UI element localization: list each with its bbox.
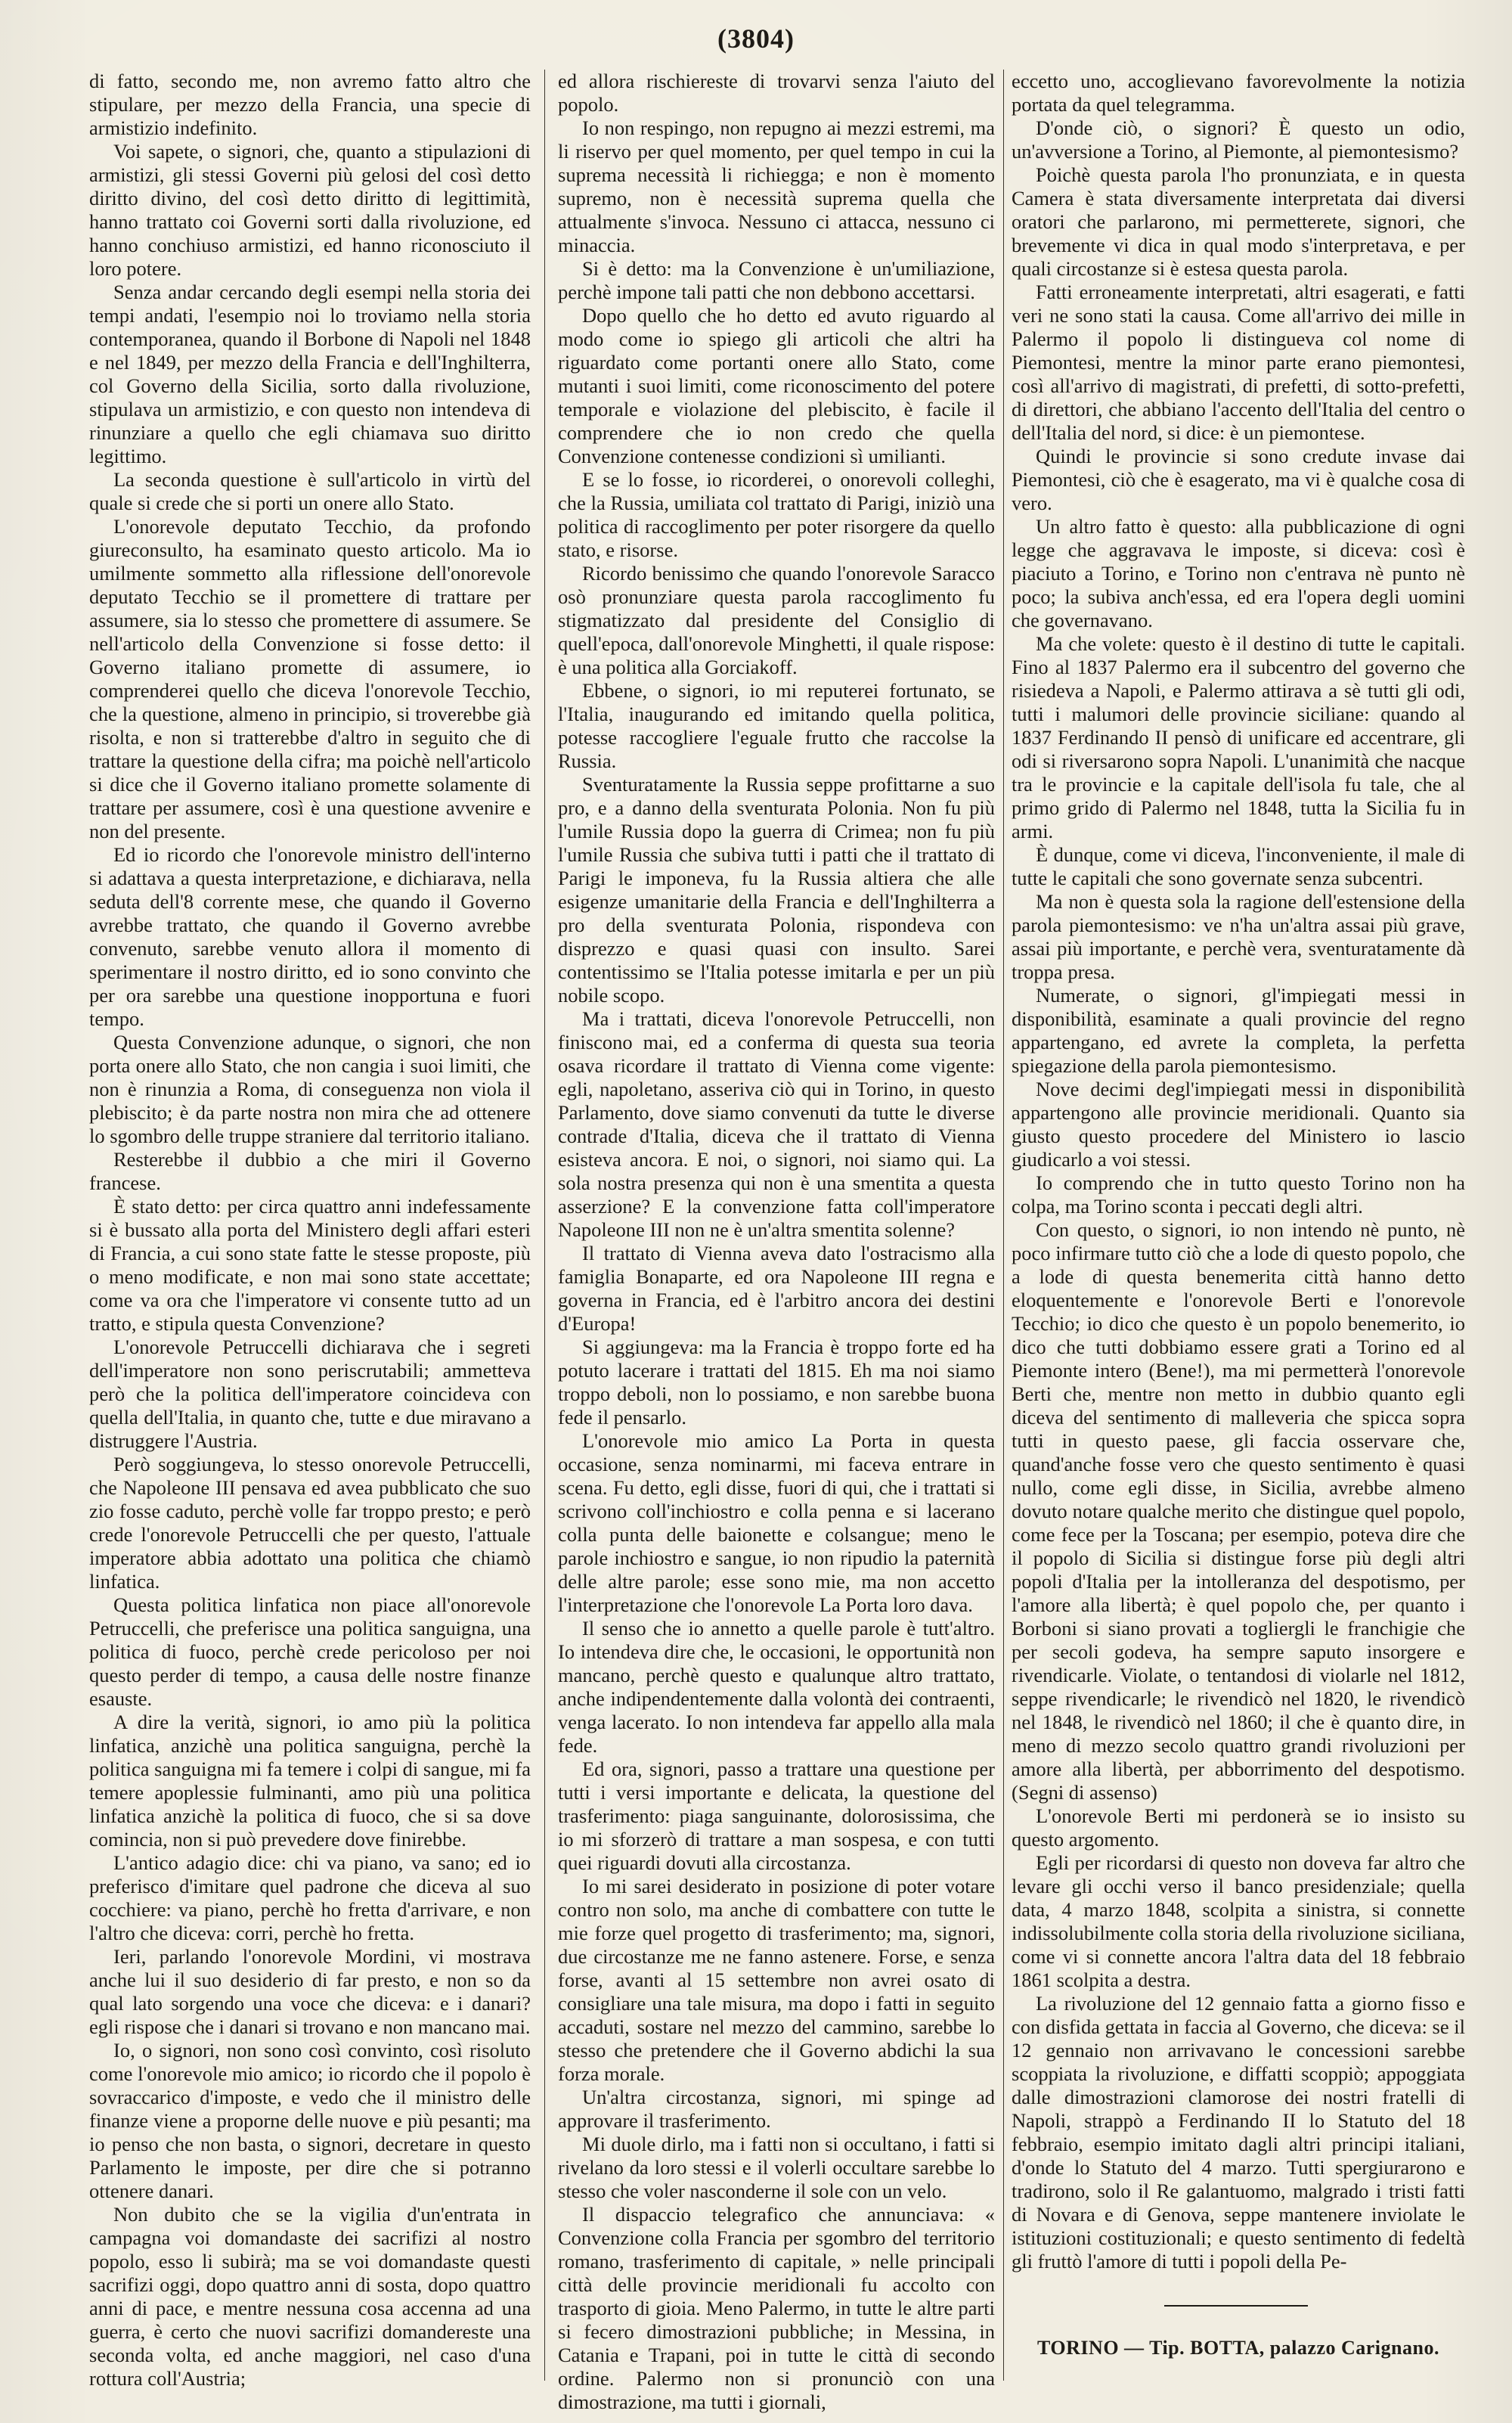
paragraph: Egli per ricordarsi di questo non doveva far altro che levare gli occhi verso il banco presidenziale; quella data, 4 marzo 1848, scolpita a sinistra, si connette indissolubilmente colla storia della rivoluzione siciliana, come vi si connette ancora l'altra data del 18 febbraio 1861 scolpita a destra.: [1012, 1851, 1465, 1991]
paragraph: Ma i trattati, diceva l'onorevole Petruccelli, non finiscono mai, ed a conferma di questa sua teoria osava ricordare il trattato di Vienna come vigente: egli, napoletano, asseriva ciò qui in Torino, in questo Parlamento, dove siamo convenuti da tutte le diverse contrade d'Italia, diceva che il trattato di Vienna esisteva ancora. E noi, o signori, noi siamo qui. La sola nostra presenza qui non è una smentita a questa asserzione? E la convenzione fatta coll'imperatore Napoleone III non ne è un'altra smentita solenne?: [558, 1007, 995, 1241]
paragraph: Resterebbe il dubbio a che miri il Governo francese.: [89, 1148, 531, 1194]
paragraph: Un'altra circostanza, signori, mi spinge ad approvare il trasferimento.: [558, 2086, 995, 2132]
page-number: (3804): [717, 23, 795, 54]
paragraph: Si aggiungeva: ma la Francia è troppo forte ed ha potuto lacerare i trattati del 1815. Eh ma noi siamo troppo deboli, non lo possiamo, e non sarebbe buona fede il pensarlo.: [558, 1336, 995, 1429]
paragraph: L'onorevole deputato Tecchio, da profondo giureconsulto, ha esaminato questo articolo. Ma io umilmente sommetto alla riflessione dell'onorevole deputato Tecchio se il promettere di trattare per assumere, sia lo stesso che promettere di assumere. Se nell'articolo della Convenzione si fosse detto: il Governo italiano promette di assumere, io comprenderei quello che diceva l'onorevole Tecchio, che la questione, almeno in principio, si troverebbe già risolta, e non si tratterebbe d'altro in seguito che di trattare la questione della cifra; ma poichè nell'articolo si dice che il Governo italiano promette solamente di trattare per assumere, così è una questione avvenire e non del presente.: [89, 515, 531, 842]
paragraph: Questa Convenzione adunque, o signori, che non porta onere allo Stato, che non cangia i suoi limiti, che non è rinunzia a Roma, di conseguenza non viola il plebiscito; è da parte nostra non mira che ad ottenere lo sgombro delle truppe straniere dal territorio italiano.: [89, 1031, 531, 1147]
paragraph: Però soggiungeva, lo stesso onorevole Petruccelli, che Napoleone III pensava ed avea pubblicato che suo zio fosse caduto, perchè volle far troppo presto; e però crede l'onorevole Petruccelli che per questo, l'attuale imperatore abbia adottato una politica che chiamò linfatica.: [89, 1453, 531, 1593]
paragraph: Ed ora, signori, passo a trattare una questione per tutti i versi importante e delicata, la questione del trasferimento: piaga sanguinante, dolorosissima, che io mi sforzerò di trattare a man sospesa, e con tutti quei riguardi dovuti alla circostanza.: [558, 1758, 995, 1874]
paragraph: Un altro fatto è questo: alla pubblicazione di ogni legge che aggravava le imposte, si diceva: così è piaciuto a Torino, e Torino non c'entrava nè punto nè poco; la subiva anch'essa, ed era l'opera degli uomini che governavano.: [1012, 515, 1465, 631]
paragraph: L'onorevole Petruccelli dichiarava che i segreti dell'imperatore non sono periscrutabili; ammetteva però che la politica dell'imperatore coincideva con quella dell'Italia, in quanto che, tutte e due miravano a distruggere l'Austria.: [89, 1336, 531, 1452]
paragraph: Ma non è questa sola la ragione dell'estensione della parola piemontesismo: ve n'ha un'altra assai più grave, assai più importante, e perchè vera, sventuratamente dà troppa presa.: [1012, 890, 1465, 983]
paragraph: di fatto, secondo me, non avremo fatto altro che stipulare, per mezzo della Francia, una specie di armistizio indefinito.: [89, 70, 531, 139]
paragraph: Voi sapete, o signori, che, quanto a stipulazioni di armistizi, gli stessi Governi più gelosi del così detto diritto divino, del così detto diritto di legittimità, hanno trattato coi Governi sorti dalla rivoluzione, ed hanno conchiuso armistizi, ed hanno riconosciuto il loro potere.: [89, 140, 531, 280]
paragraph: Dopo quello che ho detto ed avuto riguardo al modo come io spiego gli articoli che altri ha riguardato come portanti onere allo Stato, come mutanti i suoi limiti, come riconoscimento del potere temporale e violazione del plebiscito, è facile il comprendere che io non credo che quella Convenzione contenesse condizioni sì umilianti.: [558, 304, 995, 467]
paragraph: Senza andar cercando degli esempi nella storia dei tempi andati, l'esempio noi lo troviamo nella storia contemporanea, quando il Borbone di Napoli nel 1848 e nel 1849, per mezzo della Francia e dell'Inghilterra, col Governo della Sicilia, sorto dalla rivoluzione, stipulava un armistizio, e con questo non intendeva di rinunziare a quello che egli chiamava suo diritto legittimo.: [89, 281, 531, 467]
paragraph: Sventuratamente la Russia seppe profittarne a suo pro, e a danno della sventurata Polonia. Non fu più l'umile Russia dopo la guerra di Crimea; non fu più l'umile Russia che subiva tutti i patti che il trattato di Parigi le imponeva, fu la Russia altiera che alle esigenze umanitarie della Francia e dell'Inghilterra a pro della sventurata Polonia, rispondeva con disprezzo e quasi quasi con insulto. Sarei contentissimo se l'Italia potesse imitarla e per un più nobile scopo.: [558, 773, 995, 1007]
paragraph: La seconda questione è sull'articolo in virtù del quale si crede che si porti un onere allo Stato.: [89, 468, 531, 514]
paragraph: L'antico adagio dice: chi va piano, va sano; ed io preferisco d'imitare quel padrone che diceva al suo cocchiere: va piano, perchè ho fretta d'arrivare, e non l'altro che diceva: corri, perchè ho fretta.: [89, 1851, 531, 1944]
paragraph: eccetto uno, accoglievano favorevolmente la notizia portata da quel telegramma.: [1012, 70, 1465, 116]
paragraph: Io non respingo, non repugno ai mezzi estremi, ma li riservo per quel momento, per quel tempo in cui la suprema necessità li richiegga; e non è momento supremo, non è necessità suprema quella che attualmente s'invoca. Nessuno ci attacca, nessuno ci minaccia.: [558, 116, 995, 256]
paragraph: Non dubito che se la vigilia d'un'entrata in campagna voi domandaste dei sacrifizi al nostro popolo, esso li subirà; ma se voi domandaste questi sacrifizi oggi, dopo quattro anni di sosta, dopo quattro anni di pace, e mentre nessuna cosa accenna ad una guerra, è certo che nuovi sacrifizi domandereste una seconda volta, ed anche maggiori, nel caso d'una rottura coll'Austria;: [89, 2203, 531, 2390]
paragraph: Io mi sarei desiderato in posizione di poter votare contro non solo, ma anche di combattere con tutte le mie forze quel progetto di trasferimento; ma, signori, due circostanze me ne fanno astenere. Forse, e senza forse, avanti al 15 settembre non avrei osato di consigliare una tale misura, ma dopo i fatti in seguito accaduti, sostare nel mezzo del cammino, sarebbe lo stesso che pretendere che il Governo abdichi la sua forza morale.: [558, 1875, 995, 2085]
paragraph: Il senso che io annetto a quelle parole è tutt'altro. Io intendeva dire che, le occasioni, le opportunità non mancano, perchè questo e qualunque altro trattato, anche indipendentemente dalla volontà dei contraenti, venga lacerato. Io non intendeva far appello alla mala fede.: [558, 1617, 995, 1757]
column-divider: [1003, 70, 1004, 2381]
column-1: [89, 70, 531, 2390]
paragraph: Ma che volete: questo è il destino di tutte le capitali. Fino al 1837 Palermo era il subcentro del governo che risiedeva a Napoli, e Palermo attirava a sè tutti gli odi, tutti i malumori delle provincie siciliane: quando al 1837 Ferdinando II pensò di unificare ed accentrare, gli odi si riversarono sopra Napoli. L'unanimità che nacque tra le provincie e la capitale dell'isola fu tale, che al primo grido di Palermo nel 1848, tutta la Sicilia fu in armi.: [1012, 632, 1465, 842]
column-divider: [544, 70, 545, 2381]
paragraph: Io, o signori, non sono così convinto, così risoluto come l'onorevole mio amico; io ricordo che il popolo è sovraccarico d'imposte, e vedo che il ministro delle finanze viene a proporne delle nuove e più pesanti; ma io penso che non basta, o signori, decretare in questo Parlamento le imposte, per dire che si potranno ottenere danari.: [89, 2039, 531, 2202]
paragraph: È stato detto: per circa quattro anni indefessamente si è bussato alla porta del Ministero degli affari esteri di Francia, a cui sono state fatte le stesse proposte, più o meno modificate, e non mai sono state accettate; come va ora che l'imperatore vi consente tutto ad un tratto, e stipula questa Convenzione?: [89, 1195, 531, 1335]
paragraph: D'onde ciò, o signori? È questo un odio, un'avversione a Torino, al Piemonte, al piemontesismo?: [1012, 116, 1465, 163]
paragraph: Si è detto: ma la Convenzione è un'umiliazione, perchè impone tali patti che non debbono accettarsi.: [558, 257, 995, 303]
column-2: [558, 70, 995, 2413]
paragraph: Il trattato di Vienna aveva dato l'ostracismo alla famiglia Bonaparte, ed ora Napoleone III regna e governa in Francia, ed è l'arbitro ancora dei destini d'Europa!: [558, 1242, 995, 1335]
paragraph: L'onorevole Berti mi perdonerà se io insisto su questo argomento.: [1012, 1804, 1465, 1851]
paragraph: Ebbene, o signori, io mi reputerei fortunato, se l'Italia, inaugurando ed imitando quella politica, potesse raccogliere l'eguale frutto che raccolse la Russia.: [558, 679, 995, 772]
paragraph: Fatti erroneamente interpretati, altri esagerati, e fatti veri ne sono stati la causa. Come all'arrivo dei mille in Palermo il popolo li distingueva col nome di Piemontesi, mentre la minor parte erano piemontesi, così all'arrivo di magistrati, di prefetti, di sotto-prefetti, di direttori, che abbiano l'accento dell'Italia del centro o dell'Italia del nord, si dice: è un piemontese.: [1012, 281, 1465, 444]
paragraph: L'onorevole mio amico La Porta in questa occasione, senza nominarmi, mi faceva entrare in scena. Fu detto, egli disse, fuori di qui, che i trattati si scrivono coll'inchiostro e colla penna e si lacerano colla punta delle baionette e colsangue; meno le parole inchiostro e sangue, io non ripudio la paternità delle altre parole; esse sono mie, ma non accetto l'interpretazione che l'onorevole La Porta loro dava.: [558, 1429, 995, 1616]
paragraph: A dire la verità, signori, io amo più la politica linfatica, anzichè una politica sanguigna, perchè la politica sanguigna mi fa temere i colpi di sangue, mi fa temere apoplessie fulminanti, amo più una politica linfatica anzichè la politica di fuoco, che si sa dove comincia, non si può prevedere dove finirebbe.: [89, 1711, 531, 1851]
paragraph: Numerate, o signori, gl'impiegati messi in disponibilità, esaminate a quali provincie del regno appartengano, ed avrete la completa, la perfetta spiegazione della parola piemontesismo.: [1012, 984, 1465, 1077]
paragraph: Il dispaccio telegrafico che annunciava: « Convenzione colla Francia per sgombro del territorio romano, trasferimento di capitale, » nelle principali città delle provincie meridionali fu accolto con trasporto di gioia. Meno Palermo, in tutte le altre parti si fecero dimostrazioni pubbliche; in Messina, in Catania e Trapani, poi in tutte le città di secondo ordine. Palermo non si pronunciò con una dimostrazione, ma tutti i giornali,: [558, 2203, 995, 2413]
paragraph: È dunque, come vi diceva, l'inconveniente, il male di tutte le capitali che sono governate senza subcentri.: [1012, 843, 1465, 889]
paragraph: Poichè questa parola l'ho pronunziata, e in questa Camera è stata diversamente interpretata dai diversi oratori che parlarono, mi permetterete, signori, che brevemente vi dica in qual modo s'interpretava, e per quali circostanze si è estesa questa parola.: [1012, 163, 1465, 280]
footer-rule: [1164, 2305, 1308, 2307]
paragraph: E se lo fosse, io ricorderei, o onorevoli colleghi, che la Russia, umiliata col trattato di Parigi, iniziò una politica di raccoglimento per poter risorgere da quello stato, e risorse.: [558, 468, 995, 561]
paragraph: ed allora rischiereste di trovarvi senza l'aiuto del popolo.: [558, 70, 995, 116]
paragraph: La rivoluzione del 12 gennaio fatta a giorno fisso e con disfida gettata in faccia al Governo, che diceva: se il 12 gennaio non arrivavano le concessioni sarebbe scoppiata la rivoluzione, e diffatti scoppiò; appoggiata dalle dimostrazioni clamorose dei nostri fratelli di Napoli, strappò a Ferdinando II lo Statuto del 18 febbraio, esempio imitato dagli altri principi italiani, d'onde lo Statuto del 4 marzo. Tutti spergiurarono e tradirono, solo il Re galantuomo, malgrado i tristi fatti di Novara e di Genova, seppe mantenere inviolate le istituzioni costituzionali; e questo sentimento di fedeltà gli fruttò l'amore di tutti i popoli della Pe-: [1012, 1992, 1465, 2273]
paragraph: Questa politica linfatica non piace all'onorevole Petruccelli, che preferisce una politica sanguigna, una politica di fuoco, perchè crede pericoloso per noi questo perder di tempo, a causa delle nostre finanze esauste.: [89, 1593, 531, 1710]
paragraph: Con questo, o signori, io non intendo nè punto, nè poco infirmare tutto ciò che a lode di questo popolo, che a lode di questa benemerita città hanno detto eloquentemente e l'onorevole Berti e l'onorevole Tecchio; io dico che questo è un popolo benemerito, io dico che tutti dobbiamo essere grati a Torino ed al Piemonte intero (Bene!), ma mi permetterà l'onorevole Berti che, mentre non metto in dubbio quanto egli diceva del sentimento di malleveria che spicca sopra tutti in questo paese, gli faccia osservare che, quand'anche fosse vero che questo sentimento è quasi nullo, come egli disse, in Sicilia, avrebbe almeno dovuto notare qualche merito che distingue quel popolo, come fece per la Toscana; per esempio, poteva dire che il popolo di Sicilia si distingue forse più degli altri popoli d'Italia per la intolleranza del despotismo, per l'amore alla libertà; è quel popolo che, per quanto i Borboni si siano provati a togliergli le franchigie che per secoli godeva, ha sempre saputo insorgere e rivendicarle. Violate, o tentandosi di violarle nel 1812, seppe rivendicarle; le rivendicò nel 1820, le rivendicò nel 1848, le rivendicò nel 1860; il che è quanto dire, in meno di mezzo secolo quattro grandi rivoluzioni per amore alla libertà, per abborrimento del despotismo. (Segni di assenso): [1012, 1218, 1465, 1804]
paragraph: Ricordo benissimo che quando l'onorevole Saracco osò pronunziare questa parola raccoglimento fu stigmatizzato dal presidente del Consiglio di quell'epoca, dall'onorevole Minghetti, il quale rispose: è una politica alla Gorciakoff.: [558, 562, 995, 678]
paragraph: Io comprendo che in tutto questo Torino non ha colpa, ma Torino sconta i peccati degli altri.: [1012, 1171, 1465, 1218]
paragraph: Ieri, parlando l'onorevole Mordini, vi mostrava anche lui il suo desiderio di far presto, e non so da qual lato sorgendo una voce che diceva: e i danari? egli rispose che i danari si trovano e non mancano mai.: [89, 1945, 531, 2038]
column-3: [1012, 70, 1465, 2285]
paragraph: Ed io ricordo che l'onorevole ministro dell'interno si adattava a questa interpretazione, e dichiarava, nella seduta dell'8 corrente mese, che quando il Governo avrebbe trattato, che quando il Governo avrebbe convenuto, sarebbe venuto allora il momento di sperimentare il nostro diritto, ed io sono convinto che per ora sarebbe una questione inopportuna e fuori tempo.: [89, 843, 531, 1030]
paragraph: Mi duole dirlo, ma i fatti non si occultano, i fatti si rivelano da loro stessi e il volerli occultare sarebbe lo stesso che voler nasconderne il sole con un velo.: [558, 2133, 995, 2202]
paragraph: Nove decimi degl'impiegati messi in disponibilità appartengono alle provincie meridionali. Quanto sia giusto questo procedere del Ministero io lascio giudicarlo a voi stessi.: [1012, 1078, 1465, 1171]
paragraph: Quindi le provincie si sono credute invase dai Piemontesi, ciò che è esagerato, ma vi è qualche cosa di vero.: [1012, 445, 1465, 514]
printer-imprint: TORINO — Tip. BOTTA, palazzo Carignano.: [1037, 2337, 1439, 2359]
